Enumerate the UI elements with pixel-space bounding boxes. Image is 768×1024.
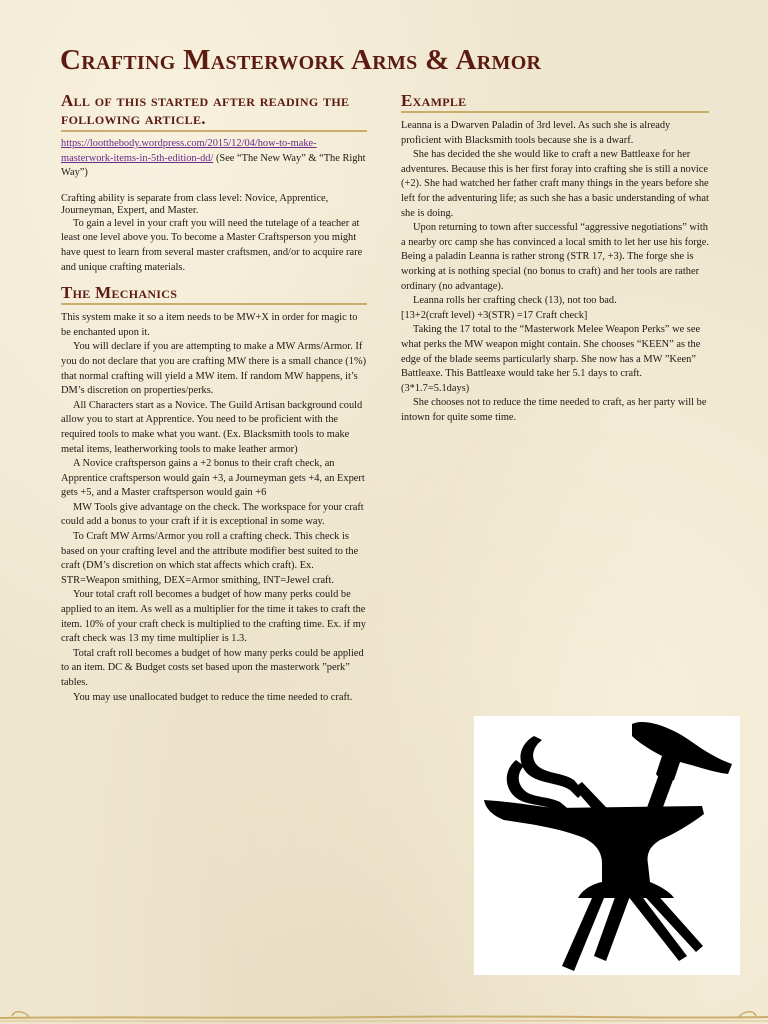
example-paragraph-3: Upon returning to town after successful “aggressive negotiations” with a nearby orc camp she has convinced a local smith to let her use his forge. Being a paladin Leanna is rather strong (STR 17, +3). The forge she is working at is nothing special (no bonus to craft) and her tools are rather ordinary (no advantage). [401, 222, 709, 292]
example-calculation: [13+2(craft level) +3(STR) =17 Craft check] [401, 309, 588, 321]
article-reference [61, 137, 367, 181]
anvil-illustration [474, 716, 740, 975]
anvil-hammer-tongs-icon [474, 716, 740, 975]
paragraph-teacher: To gain a level in your craft you will need the tutelage of a teacher at least one level above you. To become a Master Craftsperson you might have quest to learn from several master craftsmen, and/or to acquire rare and unique crafting materials. [61, 217, 363, 273]
page-title: Crafting Masterwork Arms & Armor [60, 44, 542, 76]
mechanics-paragraph-4: A Novice craftsperson gains a +2 bonus to their craft check, an Apprentice craftsperson would gain +3, a Journeyman gets +4, an Expert gets +5, and a Master craftsperson would gain +6 [61, 458, 365, 499]
mechanics-paragraph-9: You may use unallocated budget to reduce the time needed to craft. [73, 691, 353, 703]
example-paragraph-1: Leanna is a Dwarven Paladin of 3rd level. As such she is already proficient with Blacksmith tools because she is a dwarf. [401, 120, 671, 146]
article-link[interactable]: https://lootthebody.wordpress.com/2015/12/04/how-to-make-masterwork-items-in-5th-edition-dd/ [61, 138, 317, 164]
article-link-note: (See “The New Way” & “The Right Way”) [61, 152, 366, 179]
example-paragraph-6: She chooses not to reduce the time needed to craft, as her party will be intown for quite some time. [401, 397, 707, 423]
section-heading-intro: All of this started after reading the following article. [61, 92, 367, 132]
mechanics-paragraph-6: To Craft MW Arms/Armor you roll a crafting check. This check is based on your crafting level and the attribute modifier best suited to the craft (DM’s discretion on which stat affects which craft). Ex. STR=Weapon smithing, DEX=Armor smithing, INT=Jewel craft. [61, 531, 359, 586]
mechanics-paragraph-2: You will declare if you are attempting to make a MW Arms/Armor. If you do not declare that you are crafting MW there is a small chance (1%) that normal crafting will yield a MW item. If random MW happens, it’s DM’s discretion on properties/perks. [61, 341, 367, 397]
right-column [401, 92, 709, 425]
example-paragraph-5: Taking the 17 total to the “Masterwork Melee Weapon Perks” we see what perks the MW weapon might contain. She chooses “KEEN” as the edge of the blade seems particularly sharp. She now has a MW ”Keen” Battleaxe. This Battleaxe would take her 5.1 days to craft.(3*1.7=5.1days) [401, 324, 701, 394]
mechanics-paragraph-1: This system make it so a item needs to be MW+X in order for magic to be enchanted upon it. [61, 312, 358, 338]
example-paragraph-2: She has decided the she would like to craft a new Battleaxe for her adventures. Because this is her first foray into crafting she is still a novice (+2). She had watched her father craft many things in the years before she left for the adventuring life; as such she has a basic understanding of what she is doing. [401, 149, 709, 219]
mechanics-paragraph-3: All Characters start as a Novice. The Guild Artisan background could allow you to start at Apprentice. You need to be proficient with the required tools to make what you want. (Ex. Blacksmith tools to make metal items, leatherworking tools to make leather armor) [61, 399, 363, 455]
footer-ornament [0, 1000, 768, 1024]
mechanics-paragraph-8: Total craft roll becomes a budget of how many perks could be applied to an item. DC & Budget costs set based upon the masterwork ”perk” tables. [61, 647, 364, 688]
example-paragraph-4: Leanna rolls her crafting check (13), not too bad. [413, 295, 617, 307]
section-heading-example: Example [401, 92, 709, 113]
section-heading-mechanics: The Mechanics [61, 284, 367, 305]
left-column [61, 92, 367, 705]
mechanics-paragraph-7: Your total craft roll becomes a budget of how many perks could be applied to an item. As well as a multiplier for the time it takes to craft the item. 10% of your craft check is multiplied to the crafting time. Ex. if my craft check was 13 my time multiplier is 1.3. [61, 589, 366, 645]
mechanics-paragraph-5: MW Tools give advantage on the check. The workspace for your craft could add a bonus to your craft if it is exceptional in some way. [61, 501, 364, 528]
paragraph-levels: Crafting ability is separate from class level: Novice, Apprentice, Journeyman, Expert, and Master. [61, 192, 329, 216]
